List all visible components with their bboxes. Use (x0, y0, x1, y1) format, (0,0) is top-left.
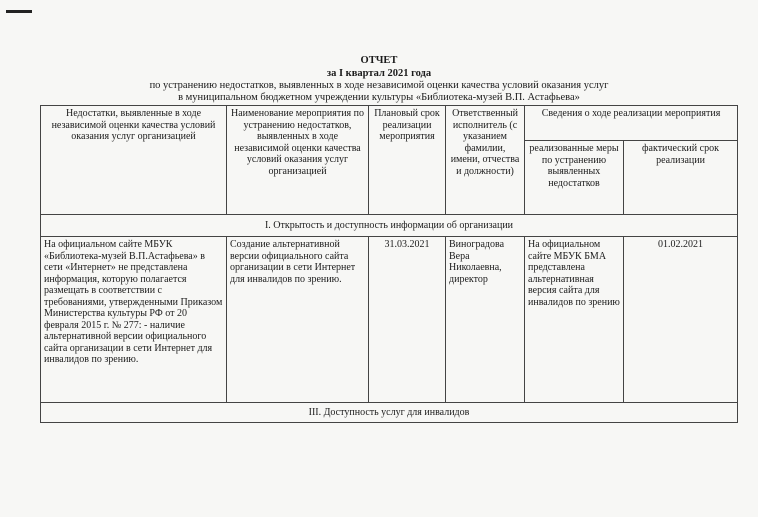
section-1-title: I. Открытость и доступность информации об организации (41, 215, 738, 237)
cell-measure: Создание альтернативной версии официального сайта организации в сети Интернет для инвалидов по зрению. (227, 237, 369, 403)
document-period: за I квартал 2021 года (326, 68, 432, 79)
section-row (41, 215, 738, 237)
scan-mark (6, 10, 32, 13)
document-title: ОТЧЕТ (360, 55, 398, 66)
header-planned-date: Плановый срок реализации мероприятия (369, 106, 446, 215)
section-row (41, 403, 738, 423)
cell-planned-date: 31.03.2021 (369, 237, 446, 403)
document-subtitle-line2: в муниципальном бюджетном учреждении культуры «Библиотека-музей В.П. Астафьева» (178, 92, 580, 103)
header-measure-name: Наименование мероприятия по устранению недостатков, выявленных в ходе независимой оценки качества условий оказания услуг организацией (227, 106, 369, 215)
cell-responsible: Виноградова Вера Николаевна, директор (446, 237, 525, 403)
document-subtitle-line1: по устранению недостатков, выявленных в ходе независимой оценки качества условий оказания услуг (149, 80, 609, 91)
header-implemented-measures: реализованные меры по устранению выявленных недостатков (525, 141, 624, 215)
cell-implemented: На официальном сайте МБУК БМА представлена альтернативная версия сайта для инвалидов по зрению (525, 237, 624, 403)
header-deficiencies: Недостатки, выявленные в ходе независимой оценки качества условий оказания услуг организацией (41, 106, 227, 215)
cell-deficiency: На официальном сайте МБУК «Библиотека-музей В.П.Астафьева» в сети «Интернет» не представлена информация, которую полагается размещать в соответствии с требованиями, утвержденными Приказом Министерства культуры РФ от 20 февраля 2015 г. № 277: - наличие альтернативной версии официального сайта организации в сети Интернет для инвалидов по зрению. (41, 237, 227, 403)
header-actual-date: фактический срок реализации (624, 141, 738, 215)
header-progress-group: Сведения о ходе реализации мероприятия (525, 106, 738, 141)
report-table (40, 105, 738, 423)
section-3-title: III. Доступность услуг для инвалидов (41, 403, 738, 423)
table-row (41, 237, 738, 403)
header-responsible: Ответственный исполнитель (с указанием фамилии, имени, отчества и должности) (446, 106, 525, 215)
table-header-row (41, 106, 738, 141)
cell-actual-date: 01.02.2021 (624, 237, 738, 403)
